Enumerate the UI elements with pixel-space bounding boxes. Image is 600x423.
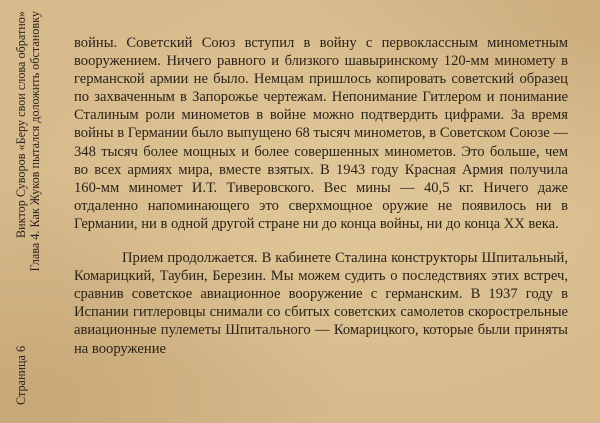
side-header-row-2	[28, 11, 42, 411]
paragraph: Прием продолжается. В кабинете Сталина конструкторы Шпитальный, Комарицкий, Таубин, Березин. Мы можем судить о последствиях этих встреч, сравнив советское авиационное вооружение с германским. В 1937 году в Испании гитлеровцы снимали со сбитых советских самолетов скорострельные авиационные пулеметы Шпитального — Комарицкого, которые были приняты на вооружение	[74, 250, 568, 357]
side-header-text	[14, 11, 42, 411]
chapter-title: Глава 4. Как Жуков пытался доложить обстановку	[28, 11, 42, 272]
main-text	[74, 34, 568, 358]
side-header-row-1	[14, 11, 28, 411]
page-number-label: Страница 6	[14, 345, 28, 405]
paragraph: войны. Советский Союз вступил в войну с первоклассным минометным вооружением. Ничего равного и близкого шавыринскому 120-мм миномету в германской армии не было. Немцам пришлось копировать советский образец по захваченным в Запорожье чертежам. Непонимание Гитлером и понимание Сталиным роли минометов в войне можно подтвердить цифрами. За время войны в Германии было выпущено 68 тысяч минометов, в Советском Союзе — 348 тысяч более мощных и более совершенных минометов. Это больше, чем во всех армиях мира, вместе взятых. В 1943 году Красная Армия получила 160-мм миномет И.Т. Тиверовского. Вес мины — 40,5 кг. Ничего даже отдаленно напоминающего это сверхмощное оружие не появилось ни в Германии, ни в одной другой стране ни до конца войны, ни до конца XX века.	[74, 35, 568, 232]
side-header	[0, 0, 56, 423]
book-title: Виктор Суворов «Беру свои слова обратно»	[14, 11, 28, 238]
